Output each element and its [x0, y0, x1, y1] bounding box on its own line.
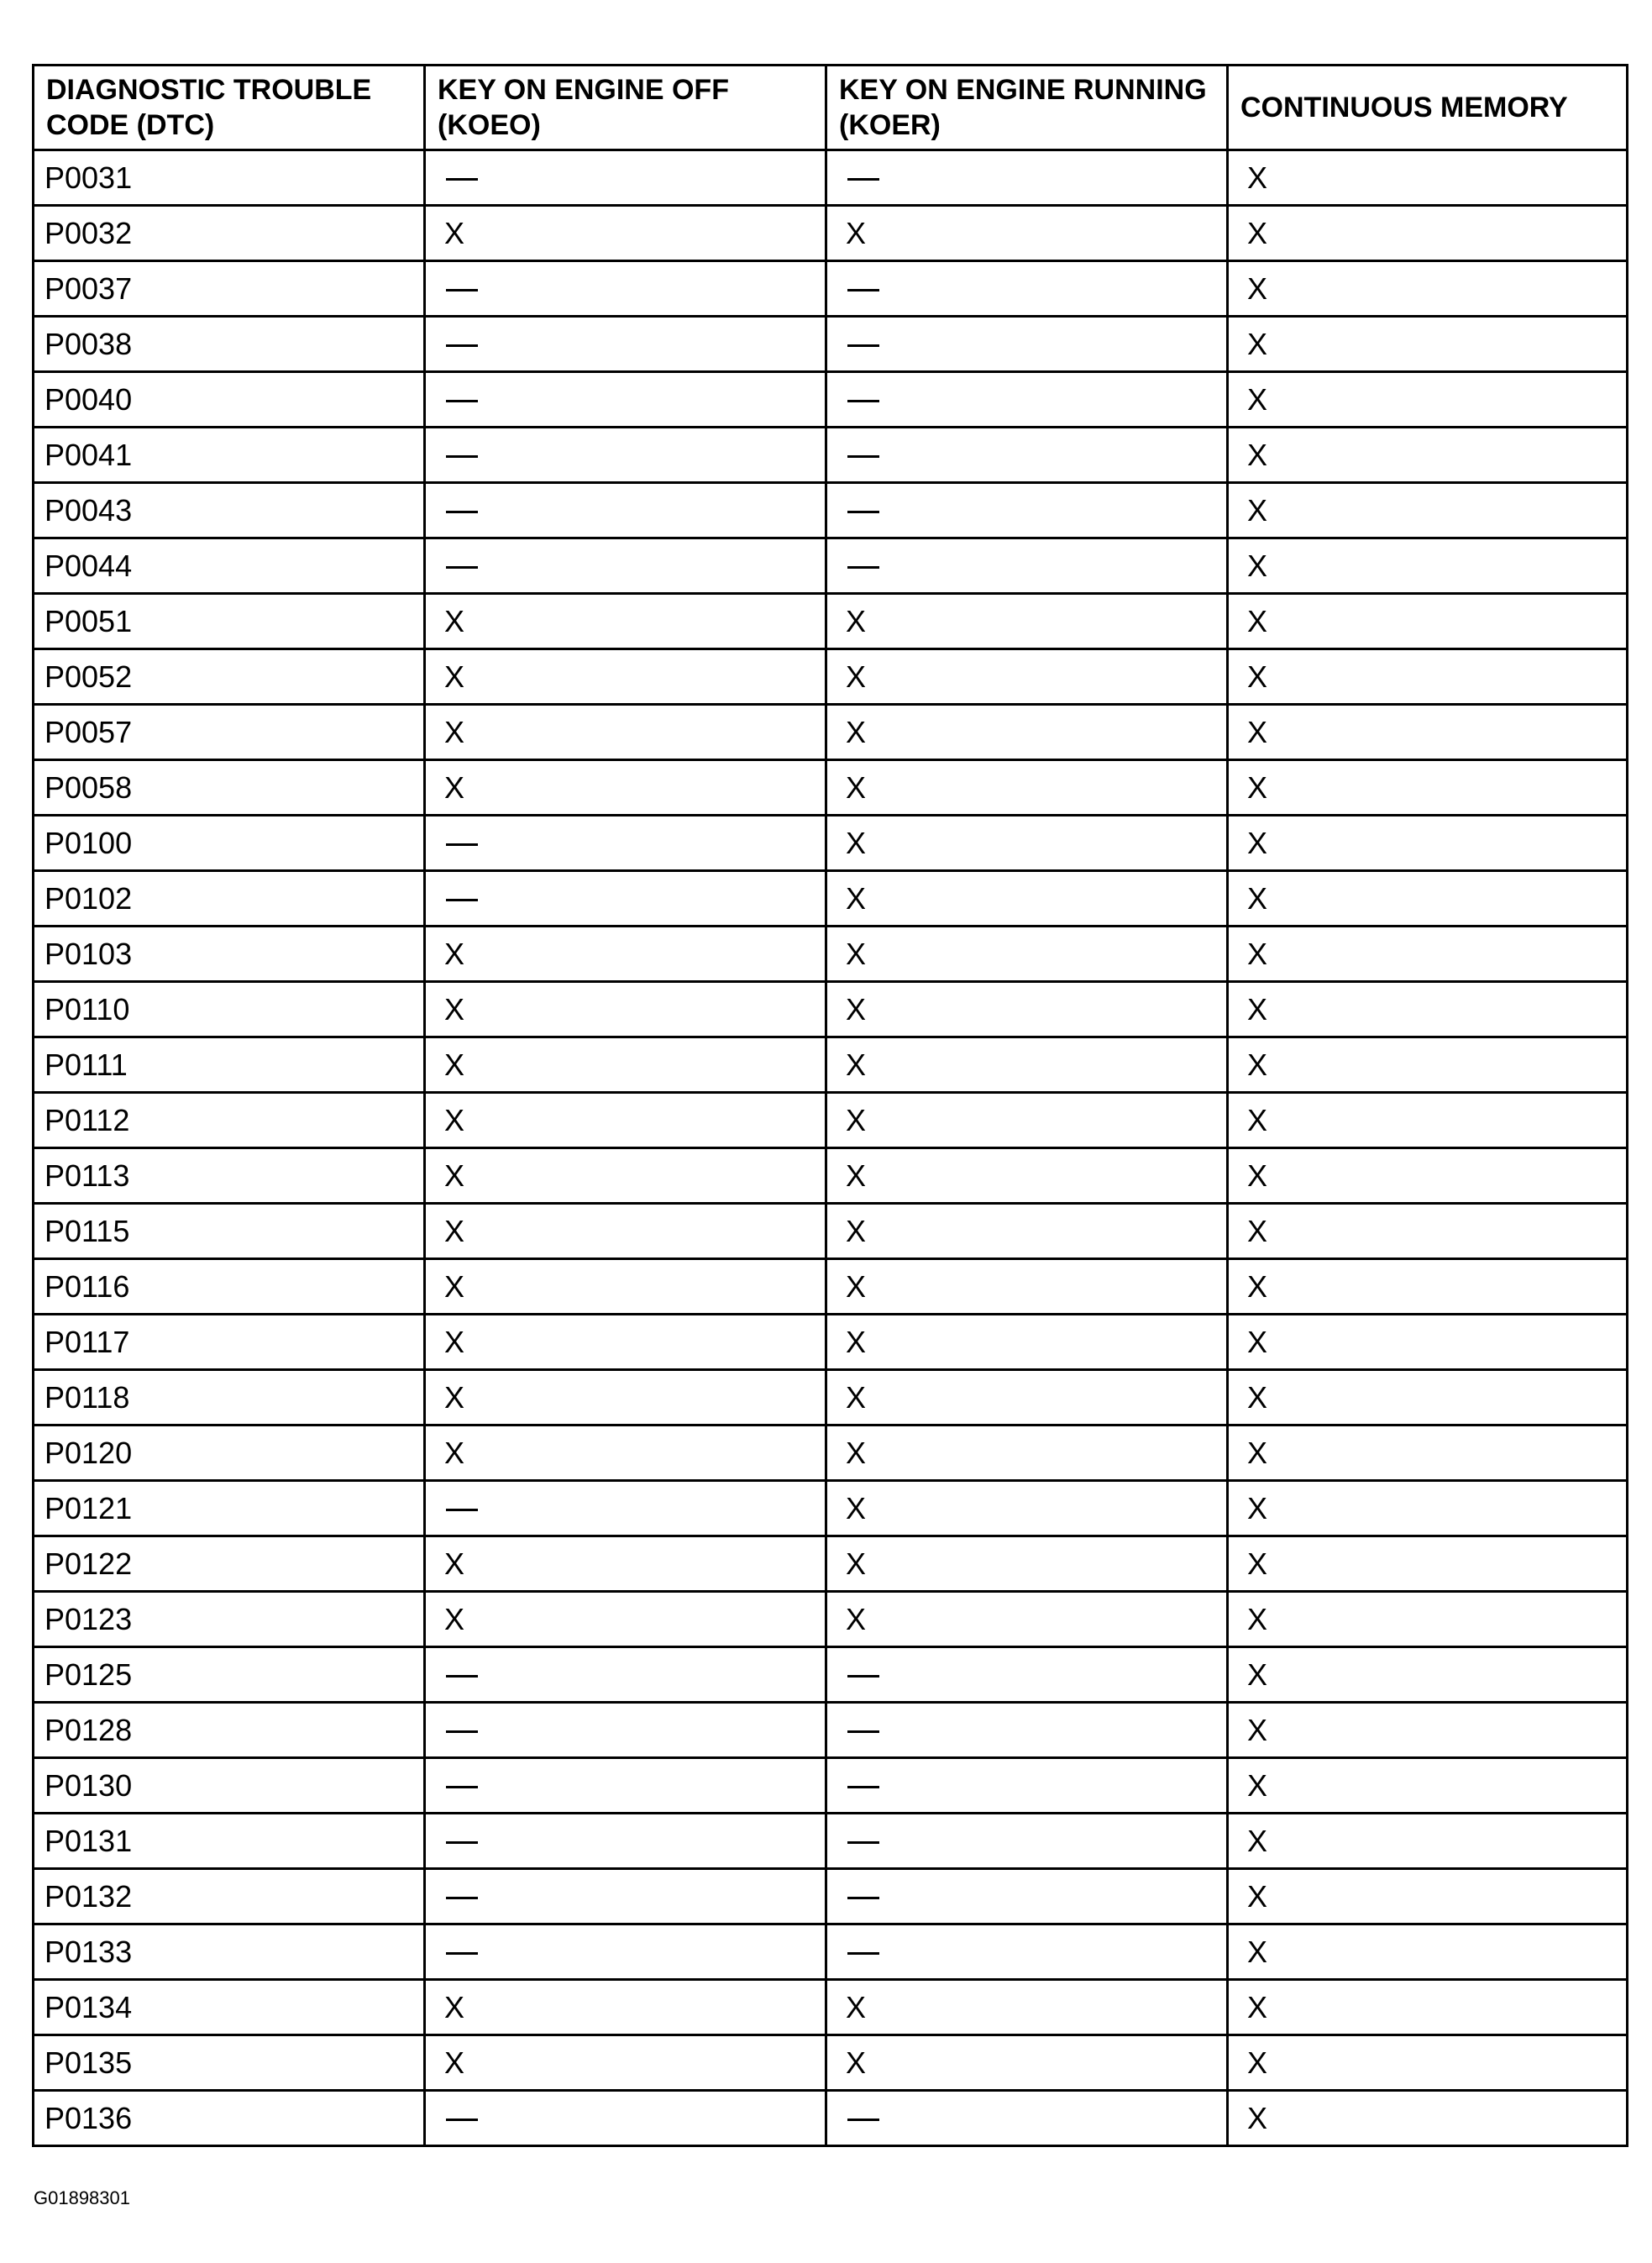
table-row [34, 1869, 1628, 1924]
x-mark: X [1247, 769, 1268, 805]
koer-cell [826, 317, 1228, 372]
x-mark: X [444, 215, 465, 250]
x-mark: X [1247, 2100, 1268, 2135]
koer-cell [826, 1093, 1228, 1148]
koer-cell [826, 649, 1228, 705]
dtc-code-cell: P0052 [34, 649, 425, 705]
x-mark: X [846, 1158, 867, 1193]
continuous-memory-cell [1228, 317, 1628, 372]
header-row [34, 66, 1628, 150]
koeo-cell [425, 1093, 826, 1148]
dtc-code-cell: P0133 [34, 1924, 425, 1980]
koeo-cell [425, 538, 826, 594]
x-mark: X [444, 1435, 465, 1470]
table-row [34, 760, 1628, 816]
continuous-memory-cell [1228, 1758, 1628, 1814]
koeo-cell [425, 1037, 826, 1093]
column-header-dtc: DIAGNOSTIC TROUBLE CODE (DTC) [34, 66, 425, 150]
x-mark: X [1247, 1379, 1268, 1415]
x-mark: X [846, 1546, 867, 1581]
koeo-cell [425, 483, 826, 538]
continuous-memory-cell [1228, 2035, 1628, 2091]
koeo-cell [425, 982, 826, 1037]
table-row [34, 816, 1628, 871]
dtc-code-cell: P0037 [34, 261, 425, 317]
koer-cell [826, 1426, 1228, 1481]
x-mark: X [444, 1601, 465, 1636]
continuous-memory-cell [1228, 816, 1628, 871]
dtc-code-cell: P0123 [34, 1592, 425, 1647]
koer-cell [826, 1703, 1228, 1758]
continuous-memory-cell [1228, 1703, 1628, 1758]
koeo-cell [425, 206, 826, 261]
koer-cell [826, 206, 1228, 261]
dtc-code-cell: P0116 [34, 1259, 425, 1315]
continuous-memory-cell [1228, 1259, 1628, 1315]
koeo-cell [425, 1758, 826, 1814]
continuous-memory-cell [1228, 428, 1628, 483]
x-mark: X [444, 1268, 465, 1304]
x-mark: X [1247, 1490, 1268, 1525]
dtc-code-cell: P0041 [34, 428, 425, 483]
x-mark: X [846, 1601, 867, 1636]
koer-cell [826, 1204, 1228, 1259]
table-row [34, 1315, 1628, 1370]
x-mark: X [444, 1158, 465, 1193]
koer-cell [826, 982, 1228, 1037]
x-mark: X [1247, 936, 1268, 971]
x-mark: X [1247, 548, 1268, 583]
dtc-code-cell: P0132 [34, 1869, 425, 1924]
x-mark: X [444, 1379, 465, 1415]
koer-cell [826, 760, 1228, 816]
koeo-cell [425, 1703, 826, 1758]
table-row [34, 1814, 1628, 1869]
koer-cell [826, 1758, 1228, 1814]
dash-mark [446, 1786, 478, 1788]
x-mark: X [1247, 1102, 1268, 1137]
koeo-cell [425, 760, 826, 816]
continuous-memory-cell [1228, 1814, 1628, 1869]
continuous-memory-cell [1228, 927, 1628, 982]
x-mark: X [1247, 1324, 1268, 1359]
koer-cell [826, 705, 1228, 760]
table-row [34, 150, 1628, 206]
continuous-memory-cell [1228, 538, 1628, 594]
dash-mark [446, 511, 478, 513]
x-mark: X [1247, 381, 1268, 417]
x-mark: X [846, 769, 867, 805]
koeo-cell [425, 1536, 826, 1592]
dash-mark [847, 1841, 879, 1844]
table-row [34, 927, 1628, 982]
x-mark: X [444, 714, 465, 749]
continuous-memory-cell [1228, 1426, 1628, 1481]
koeo-cell [425, 1370, 826, 1426]
dtc-code-cell: P0043 [34, 483, 425, 538]
table-row [34, 2035, 1628, 2091]
table-row [34, 1592, 1628, 1647]
x-mark: X [1247, 1878, 1268, 1914]
column-header-koeo: KEY ON ENGINE OFF (KOEO) [425, 66, 826, 150]
table-row [34, 317, 1628, 372]
dtc-code-cell: P0121 [34, 1481, 425, 1536]
table-body [34, 150, 1628, 2146]
dash-mark [446, 1841, 478, 1844]
continuous-memory-cell [1228, 1647, 1628, 1703]
table-row [34, 1259, 1628, 1315]
x-mark: X [846, 1379, 867, 1415]
table-row [34, 1924, 1628, 1980]
column-header-koer: KEY ON ENGINE RUNNING (KOER) [826, 66, 1228, 150]
x-mark: X [846, 215, 867, 250]
dtc-code-cell: P0051 [34, 594, 425, 649]
koeo-cell [425, 428, 826, 483]
x-mark: X [1247, 215, 1268, 250]
koer-cell [826, 261, 1228, 317]
dash-mark [847, 1675, 879, 1678]
koer-cell [826, 428, 1228, 483]
koer-cell [826, 594, 1228, 649]
dash-mark [847, 178, 879, 181]
dash-mark [446, 1952, 478, 1955]
continuous-memory-cell [1228, 1980, 1628, 2035]
koeo-cell [425, 1592, 826, 1647]
dash-mark [446, 1675, 478, 1678]
x-mark: X [444, 603, 465, 638]
dtc-code-cell: P0038 [34, 317, 425, 372]
x-mark: X [846, 1102, 867, 1137]
continuous-memory-cell [1228, 1370, 1628, 1426]
koer-cell [826, 1869, 1228, 1924]
x-mark: X [846, 1989, 867, 2024]
koer-cell [826, 1370, 1228, 1426]
dash-mark [847, 1786, 879, 1788]
table-row [34, 2091, 1628, 2146]
table-row [34, 1980, 1628, 2035]
x-mark: X [846, 1268, 867, 1304]
x-mark: X [846, 991, 867, 1026]
x-mark: X [444, 991, 465, 1026]
continuous-memory-cell [1228, 1148, 1628, 1204]
x-mark: X [846, 603, 867, 638]
koeo-cell [425, 1204, 826, 1259]
table-row [34, 372, 1628, 428]
dtc-table [32, 64, 1628, 2147]
x-mark: X [1247, 1657, 1268, 1692]
x-mark: X [846, 1490, 867, 1525]
x-mark: X [846, 1435, 867, 1470]
koeo-cell [425, 261, 826, 317]
dtc-code-cell: P0110 [34, 982, 425, 1037]
continuous-memory-cell [1228, 483, 1628, 538]
x-mark: X [846, 1213, 867, 1248]
table-row [34, 206, 1628, 261]
dash-mark [446, 566, 478, 569]
dash-mark [446, 1509, 478, 1511]
x-mark: X [444, 1546, 465, 1581]
x-mark: X [1247, 160, 1268, 195]
table-row [34, 1093, 1628, 1148]
x-mark: X [846, 880, 867, 916]
koer-cell [826, 1148, 1228, 1204]
continuous-memory-cell [1228, 760, 1628, 816]
dtc-code-cell: P0117 [34, 1315, 425, 1370]
x-mark: X [1247, 270, 1268, 306]
table-header [34, 66, 1628, 150]
dash-mark [446, 344, 478, 347]
dash-mark [847, 344, 879, 347]
continuous-memory-cell [1228, 1924, 1628, 1980]
koeo-cell [425, 1148, 826, 1204]
dash-mark [847, 1730, 879, 1733]
table-row [34, 538, 1628, 594]
table-row [34, 1703, 1628, 1758]
dtc-code-cell: P0118 [34, 1370, 425, 1426]
dtc-code-cell: P0103 [34, 927, 425, 982]
continuous-memory-cell [1228, 1093, 1628, 1148]
koeo-cell [425, 705, 826, 760]
koeo-cell [425, 2035, 826, 2091]
dtc-code-cell: P0122 [34, 1536, 425, 1592]
continuous-memory-cell [1228, 372, 1628, 428]
koer-cell [826, 2091, 1228, 2146]
table-row [34, 1037, 1628, 1093]
dash-mark [847, 566, 879, 569]
dash-mark [446, 289, 478, 291]
x-mark: X [1247, 880, 1268, 916]
table-row [34, 1204, 1628, 1259]
x-mark: X [444, 769, 465, 805]
x-mark: X [1247, 1934, 1268, 1969]
dtc-code-cell: P0111 [34, 1037, 425, 1093]
dash-mark [446, 400, 478, 402]
koeo-cell [425, 816, 826, 871]
koer-cell [826, 372, 1228, 428]
x-mark: X [444, 1989, 465, 2024]
koeo-cell [425, 1647, 826, 1703]
dtc-code-cell: P0135 [34, 2035, 425, 2091]
koer-cell [826, 1814, 1228, 1869]
koeo-cell [425, 649, 826, 705]
x-mark: X [1247, 1546, 1268, 1581]
x-mark: X [846, 936, 867, 971]
continuous-memory-cell [1228, 1869, 1628, 1924]
koeo-cell [425, 1924, 826, 1980]
koer-cell [826, 1980, 1228, 2035]
dash-mark [847, 1952, 879, 1955]
continuous-memory-cell [1228, 261, 1628, 317]
dash-mark [446, 178, 478, 181]
x-mark: X [444, 659, 465, 694]
koeo-cell [425, 2091, 826, 2146]
x-mark: X [444, 2045, 465, 2080]
x-mark: X [1247, 1435, 1268, 1470]
dtc-code-cell: P0102 [34, 871, 425, 927]
x-mark: X [846, 2045, 867, 2080]
dtc-code-cell: P0057 [34, 705, 425, 760]
dtc-code-cell: P0136 [34, 2091, 425, 2146]
continuous-memory-cell [1228, 2091, 1628, 2146]
koer-cell [826, 1647, 1228, 1703]
x-mark: X [1247, 603, 1268, 638]
koer-cell [826, 927, 1228, 982]
koeo-cell [425, 1980, 826, 2035]
koeo-cell [425, 1426, 826, 1481]
dtc-code-cell: P0031 [34, 150, 425, 206]
dtc-code-cell: P0040 [34, 372, 425, 428]
x-mark: X [846, 825, 867, 860]
x-mark: X [444, 1102, 465, 1137]
x-mark: X [846, 714, 867, 749]
koeo-cell [425, 150, 826, 206]
continuous-memory-cell [1228, 871, 1628, 927]
dtc-code-cell: P0044 [34, 538, 425, 594]
continuous-memory-cell [1228, 1536, 1628, 1592]
koeo-cell [425, 1481, 826, 1536]
x-mark: X [1247, 1989, 1268, 2024]
koeo-cell [425, 871, 826, 927]
table-row [34, 594, 1628, 649]
x-mark: X [1247, 1601, 1268, 1636]
x-mark: X [1247, 714, 1268, 749]
koer-cell [826, 150, 1228, 206]
x-mark: X [444, 1047, 465, 1082]
table-row [34, 1647, 1628, 1703]
continuous-memory-cell [1228, 1481, 1628, 1536]
koer-cell [826, 1315, 1228, 1370]
continuous-memory-cell [1228, 1204, 1628, 1259]
koeo-cell [425, 1315, 826, 1370]
x-mark: X [1247, 1767, 1268, 1803]
koeo-cell [425, 594, 826, 649]
dash-mark [847, 2119, 879, 2121]
dtc-code-cell: P0120 [34, 1426, 425, 1481]
dash-mark [847, 1897, 879, 1899]
x-mark: X [1247, 326, 1268, 361]
x-mark: X [1247, 2045, 1268, 2080]
x-mark: X [846, 1324, 867, 1359]
koer-cell [826, 1037, 1228, 1093]
x-mark: X [1247, 1268, 1268, 1304]
dtc-code-cell: P0134 [34, 1980, 425, 2035]
dtc-code-cell: P0112 [34, 1093, 425, 1148]
dtc-code-cell: P0130 [34, 1758, 425, 1814]
dtc-code-cell: P0125 [34, 1647, 425, 1703]
koer-cell [826, 871, 1228, 927]
koeo-cell [425, 1259, 826, 1315]
column-header-continuous-memory: CONTINUOUS MEMORY [1228, 66, 1628, 150]
continuous-memory-cell [1228, 1037, 1628, 1093]
x-mark: X [1247, 1047, 1268, 1082]
table-row [34, 1370, 1628, 1426]
dtc-code-cell: P0115 [34, 1204, 425, 1259]
dash-mark [446, 899, 478, 901]
dash-mark [446, 2119, 478, 2121]
continuous-memory-cell [1228, 1592, 1628, 1647]
table-row [34, 1481, 1628, 1536]
dtc-code-cell: P0032 [34, 206, 425, 261]
koeo-cell [425, 1814, 826, 1869]
table-row [34, 1536, 1628, 1592]
figure-id: G01898301 [34, 2187, 130, 2208]
x-mark: X [1247, 1712, 1268, 1747]
table-row [34, 982, 1628, 1037]
koer-cell [826, 1259, 1228, 1315]
x-mark: X [1247, 825, 1268, 860]
dash-mark [446, 1897, 478, 1899]
koer-cell [826, 1536, 1228, 1592]
dash-mark [446, 1730, 478, 1733]
x-mark: X [846, 1047, 867, 1082]
table-row [34, 1758, 1628, 1814]
koeo-cell [425, 927, 826, 982]
x-mark: X [1247, 659, 1268, 694]
x-mark: X [444, 936, 465, 971]
koeo-cell [425, 372, 826, 428]
x-mark: X [444, 1324, 465, 1359]
x-mark: X [1247, 991, 1268, 1026]
continuous-memory-cell [1228, 206, 1628, 261]
dtc-code-cell: P0113 [34, 1148, 425, 1204]
x-mark: X [1247, 1158, 1268, 1193]
koer-cell [826, 1592, 1228, 1647]
dash-mark [847, 400, 879, 402]
koer-cell [826, 1924, 1228, 1980]
x-mark: X [444, 1213, 465, 1248]
dtc-code-cell: P0100 [34, 816, 425, 871]
koeo-cell [425, 1869, 826, 1924]
x-mark: X [1247, 1213, 1268, 1248]
continuous-memory-cell [1228, 705, 1628, 760]
continuous-memory-cell [1228, 982, 1628, 1037]
koer-cell [826, 816, 1228, 871]
koer-cell [826, 1481, 1228, 1536]
table-row [34, 261, 1628, 317]
table-row [34, 483, 1628, 538]
dtc-code-cell: P0131 [34, 1814, 425, 1869]
x-mark: X [1247, 492, 1268, 528]
continuous-memory-cell [1228, 1315, 1628, 1370]
koeo-cell [425, 317, 826, 372]
dash-mark [446, 843, 478, 846]
dash-mark [847, 455, 879, 458]
table-row [34, 428, 1628, 483]
table-row [34, 1148, 1628, 1204]
dash-mark [847, 289, 879, 291]
x-mark: X [846, 659, 867, 694]
x-mark: X [1247, 1823, 1268, 1858]
koer-cell [826, 483, 1228, 538]
table-row [34, 871, 1628, 927]
dtc-code-cell: P0058 [34, 760, 425, 816]
dash-mark [446, 455, 478, 458]
continuous-memory-cell [1228, 649, 1628, 705]
dash-mark [847, 511, 879, 513]
x-mark: X [1247, 437, 1268, 472]
continuous-memory-cell [1228, 594, 1628, 649]
table-row [34, 649, 1628, 705]
dtc-code-cell: P0128 [34, 1703, 425, 1758]
table-row [34, 1426, 1628, 1481]
table-row [34, 705, 1628, 760]
continuous-memory-cell [1228, 150, 1628, 206]
koer-cell [826, 2035, 1228, 2091]
koer-cell [826, 538, 1228, 594]
